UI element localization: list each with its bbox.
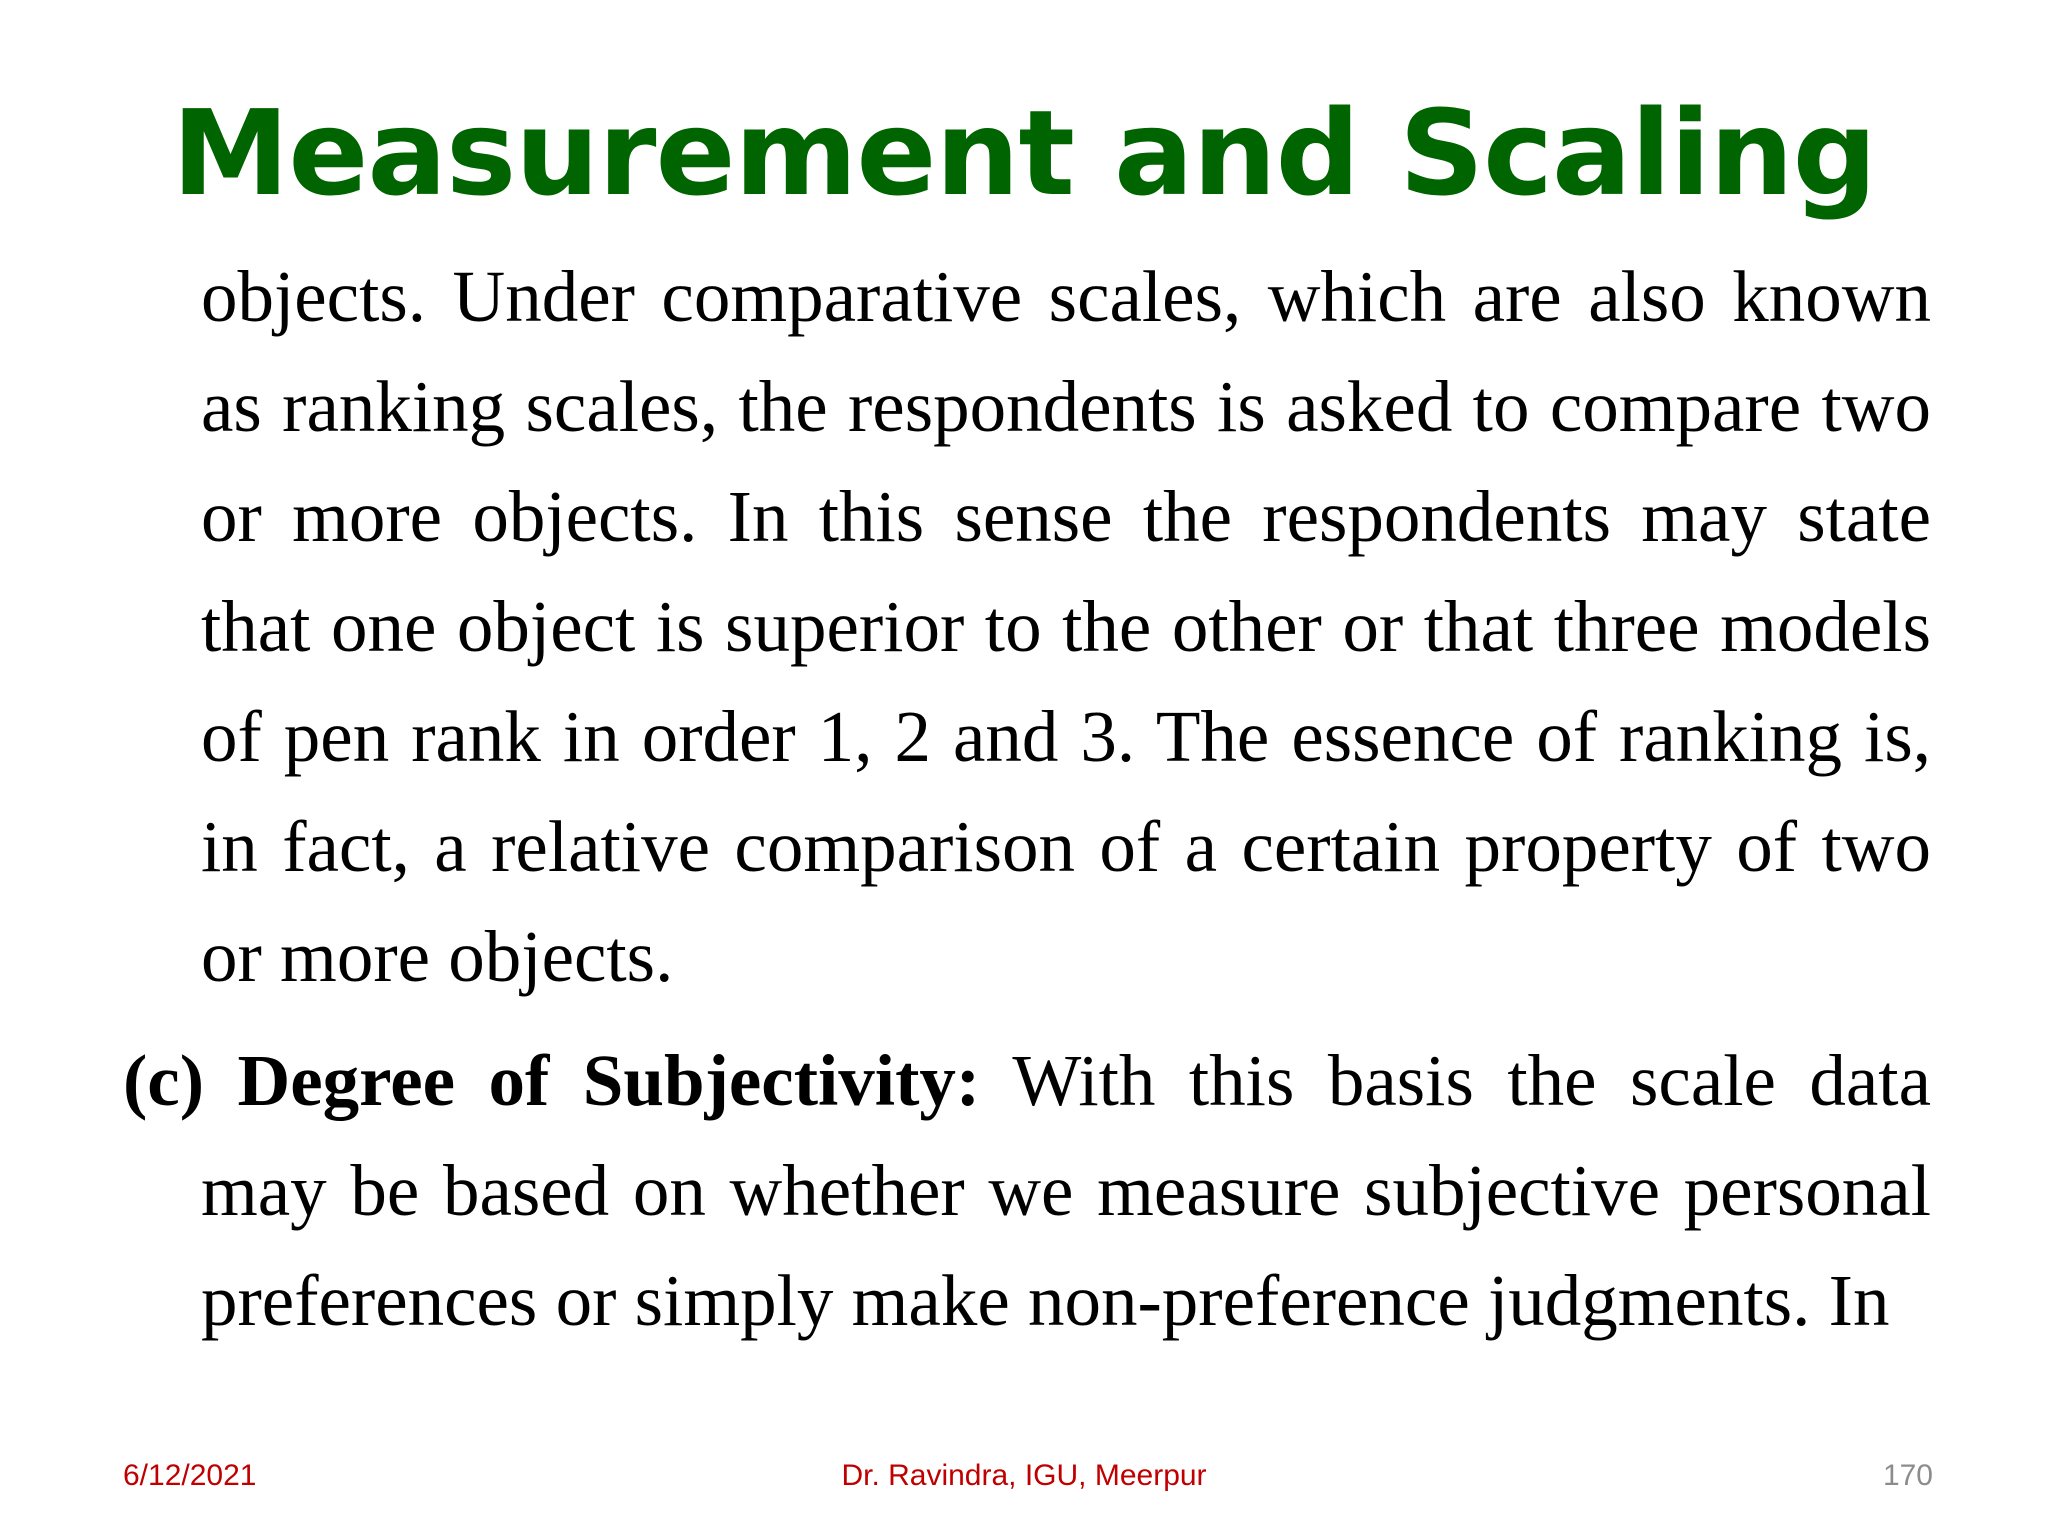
footer-author: Dr. Ravindra, IGU, Meerpur	[841, 1459, 1207, 1492]
slide-title: Measurement and Scaling	[171, 84, 1877, 222]
continuation-paragraph: objects. Under comparative scales, which are also known as ranking scales, the respondents is asked to compare two or more objects. In this sense the respondents may state that one object is superior to the other or that three models of pen rank in order 1, 2 and 3. The essence of ranking is, in fact, a relative comparison of a certain property of two or more objects.	[201, 256, 1931, 997]
slide-body	[123, 242, 1931, 1356]
degree-of-subjectivity-text: With this basis the scale data may be based on whether we measure subjective personal preferences or simply make non-preference judgments. In	[201, 1040, 1931, 1341]
footer-date: 6/12/2021	[123, 1459, 257, 1492]
degree-of-subjectivity-heading: (c) Degree of Subjectivity:	[123, 1040, 981, 1121]
page-number: 170	[1882, 1459, 1933, 1492]
degree-of-subjectivity-paragraph	[123, 1026, 1931, 1356]
